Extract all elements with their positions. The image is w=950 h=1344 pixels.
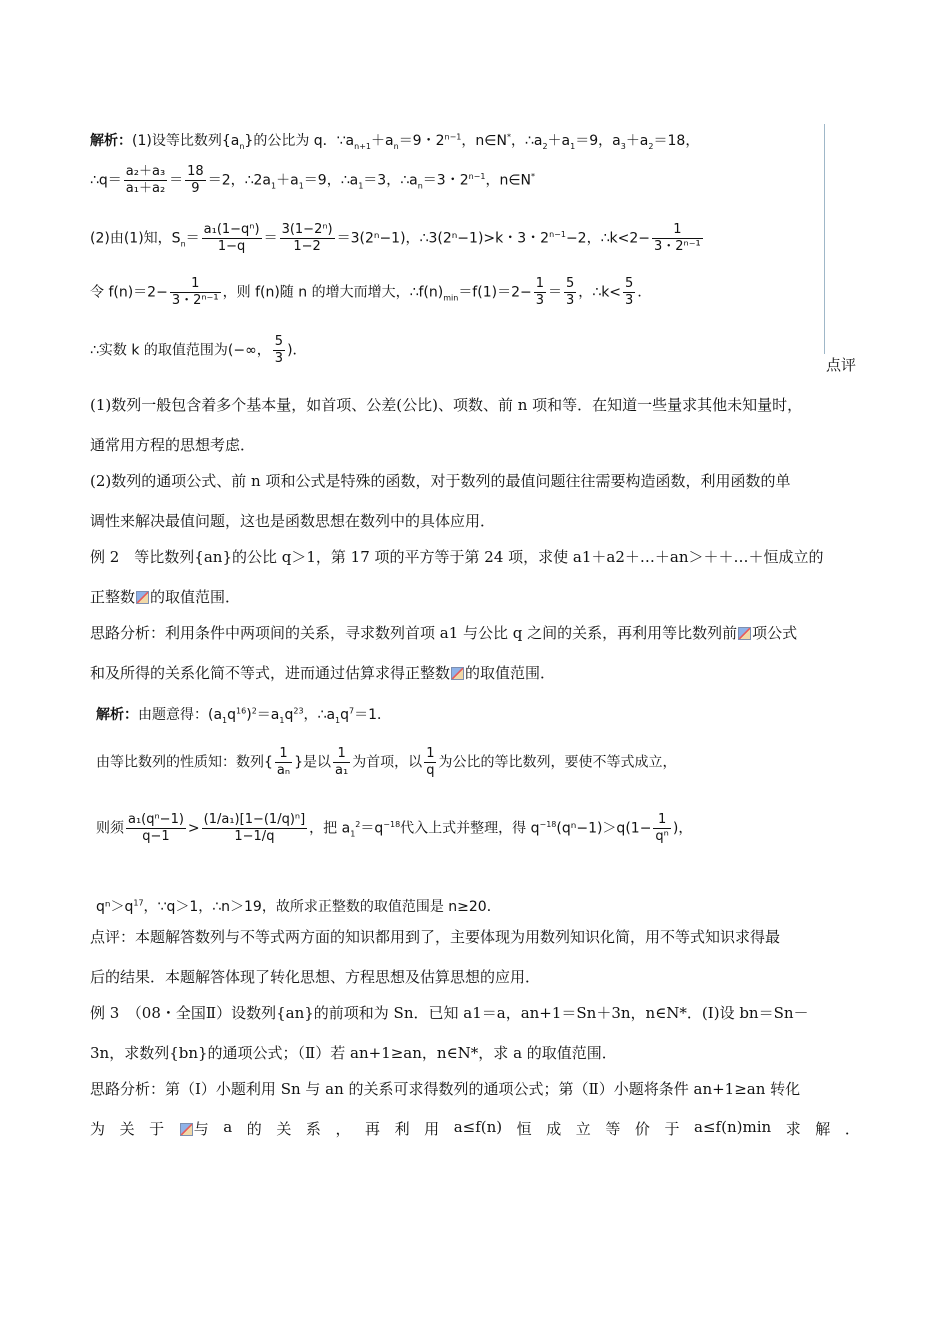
fraction: $\frac{1}{\text{3・2ⁿ⁻¹}}$ (171, 276, 219, 308)
fraction: $\frac{\text{(1/a₁)[1−(1/q)ⁿ]}}{1-1/q}$ (203, 812, 306, 844)
solution-label: 解析： (90, 133, 132, 149)
fraction: $\frac{\text{a₁(1−qⁿ)}}{1-q}$ (203, 222, 260, 254)
fraction: $\frac{18}{9}$ (187, 164, 204, 196)
example3-line1: 例 3 （08・全国Ⅱ）设数列{an}的前项和为 Sn．已知 a1＝a，an+1＝Sn＋3n，n∈N*．(Ⅰ)设 bn＝Sn－ (90, 1004, 809, 1022)
example2-thought-line1: 思路分析：利用条件中两项间的关系，寻求数列首项 a1 与公比 q 之间的关系，再利用等比数列前 项公式 (90, 624, 798, 642)
broken-image-icon (180, 1123, 193, 1136)
review-p1-line1: (1)数列一般包含着多个基本量，如首项、公差(公比)、项数、前 n 项和等．在知道一些量求其他未知量时， (90, 396, 803, 414)
broken-image-icon (451, 667, 464, 680)
example2-line1: 例 2 等比数列{an}的公比 q＞1，第 17 项的平方等于第 24 项，求使 a1＋a2＋…＋an＞＋＋…＋恒成立的 (90, 548, 824, 566)
solution1-line5: ∴实数 k 的取值范围为(−∞， $\frac{5}{3}$ )． (90, 334, 307, 366)
solution2-line1: 解析：由题意得：$(a_1q^{16})^2=a_1q^{23}$，$\therefore a_1q^7=1$． (96, 706, 392, 725)
fraction: $\frac{1}{q}$ (426, 746, 435, 778)
review-p2-line1: (2)数列的通项公式、前 n 项和公式是特殊的函数，对于数列的最值问题往往需要构造函数，利用函数的单 (90, 472, 791, 490)
solution1-line1: 解析：(1)设等比数列$\{a_n\}$的公比为 q．$\because a_{n+1}+a_n=9$・$2^{n-1}$，n∈N*，$\therefore a_2+a_1=9$，$a_3+a_2=18$， (90, 132, 700, 151)
solution2-line4: $q^n>q^{17}$，∵q＞1，∴n＞19，故所求正整数的取值范围是 n≥20． (96, 898, 501, 915)
broken-image-icon (738, 627, 751, 640)
solution1-line3: (2)由(1)知，$S_n=$ $\frac{\text{a₁(1−qⁿ)}}{1-q}$ ＝ $\frac{\text{3(1−2ⁿ)}}{1-2}$ ＝3(2ⁿ−1)，∴3(2ⁿ−1)>k・3・$2^{n-1}-2$，∴k<2− $\frac{1}{\text{3・2ⁿ⁻¹}}$ (90, 222, 701, 254)
example2-line2: 正整数 的取值范围． (90, 588, 241, 606)
example2-thought-line2: 和及所得的关系化简不等式，进而通过估算求得正整数 的取值范围． (90, 664, 556, 682)
solution1-line4: 令 f(n)＝2− $\frac{1}{\text{3・2ⁿ⁻¹}}$ ，则 f(n)随 n 的增大而增大，$\therefore f(n)_{min}=f(1)=2-$ $\frac{1}{3}$ ＝ $\frac{5}{3}$ ，∴k< $\frac{5}{3}$ ． (90, 276, 652, 308)
review-p2-line2: 调性来解决最值问题，这也是函数思想在数列中的具体应用． (90, 512, 496, 530)
solution2-line2: 由等比数列的性质知：数列{ $\frac{1}{\text{aₙ}}$ }是以 $\frac{1}{\text{a₁}}$ 为首项，以 $\frac{1}{q}$ 为公比的等比数列，要使不等式成立， (96, 746, 677, 778)
fraction: $\frac{1}{\text{qⁿ}}$ (655, 812, 669, 844)
fraction: $\frac{1}{\text{3・2ⁿ⁻¹}}$ (653, 222, 701, 254)
fraction: $\frac{5}{3}$ (566, 276, 575, 308)
review-p1-line2: 通常用方程的思想考虑． (90, 436, 256, 454)
fraction: $\frac{1}{\text{aₙ}}$ (276, 746, 291, 778)
review2-line2: 后的结果．本题解答体现了转化思想、方程思想及估算思想的应用． (90, 968, 541, 986)
broken-image-icon (136, 591, 149, 604)
example3-line2: 3n，求数列{bn}的通项公式；（Ⅱ）若 an+1≥an，n∈N*，求 a 的取值范围． (90, 1044, 617, 1062)
fraction: $\frac{\text{3(1−2ⁿ)}}{1-2}$ (281, 222, 333, 254)
solution1-line2: ∴q＝ $\frac{\text{a₂＋a₃}}{\text{a₁＋a₂}}$ ＝ $\frac{18}{9}$ ＝2，$\therefore 2a_1+a_1=9$，$\therefore a_1=3$，$\therefore a_n=3$・$2^{n-1}$，n∈N* (90, 164, 536, 196)
example3-thought-line1: 思路分析：第（Ⅰ）小题利用 Sn 与 an 的关系可求得数列的通项公式；第（Ⅱ）小题将条件 an+1≥an 转化 (90, 1080, 801, 1098)
fraction: $\frac{1}{3}$ (535, 276, 544, 308)
solution2-line3: 则须 $\frac{\text{a₁(qⁿ−1)}}{q-1}$ > $\frac{\text{(1/a₁)[1−(1/q)ⁿ]}}{1-1/q}$ ，把 $a_1^2=q^{-18}$代入上式并整理，得 $q^{-18}(q^n-1)>q(1-$ $\frac{1}{\text{qⁿ}}$ )， (96, 812, 693, 844)
review2-line1: 点评：本题解答数列与不等式两方面的知识都用到了，主要体现为用数列知识化简，用不等式知识求得最 (90, 928, 781, 946)
fraction: $\frac{1}{\text{a₁}}$ (335, 746, 349, 778)
fraction: $\frac{5}{3}$ (274, 334, 284, 366)
fraction: $\frac{\text{a₁(qⁿ−1)}}{q-1}$ (128, 812, 184, 844)
fraction: $\frac{5}{3}$ (625, 276, 634, 308)
image-border-line (824, 124, 825, 354)
review-label: 点评 (826, 356, 857, 374)
fraction: $\frac{\text{a₂＋a₃}}{\text{a₁＋a₂}}$ (125, 164, 166, 196)
example3-thought-line2: 为 关 于 与 a 的 关 系 ， 再 利 用 a≤f(n) 恒 成 立 等 价 于 a≤f(n)min 求 解 ． (90, 1118, 860, 1138)
